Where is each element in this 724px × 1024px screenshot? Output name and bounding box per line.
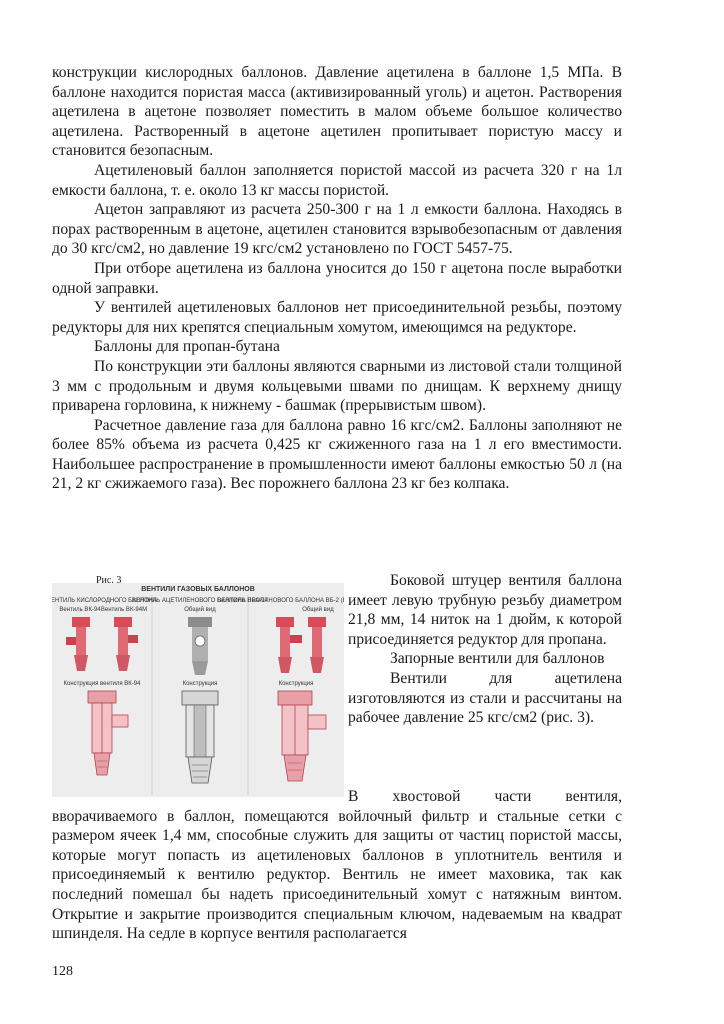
section-heading: Баллоны для пропан-бутана: [94, 338, 280, 356]
panel-3-heading: ВЕНТИЛЬ ПРОПАНОВОГО БАЛЛОНА ВБ-2 (: [217, 598, 343, 604]
panel-2-label: Общий вид: [184, 607, 216, 613]
paragraph-4: При отборе ацетилена из баллона уносится до 150 г ацетона после выработки одной заправки.: [52, 259, 622, 297]
bottom-paragraph: В хвостовой части вентиля, вворачиваемого в баллон, помещаются войлочный фильтр и стальные сетки с размером ячеек 1,4 мм, способные служить для защиты от частиц пористой массы, которые могут попасть из ацетиленовых баллонов в уплотнитель вентиля и присоединяемый к вентилю редуктор. Вентиль не имеет маховика, так как последний помешал бы надеть присоединительный хомут с натяжным винтом. Открытие и закрытие производится специальным ключом, надеваемым на квадрат шпинделя. На седле в корпусе вентиля располагается: [52, 788, 622, 943]
paragraph-1: конструкции кислородных баллонов. Давление ацетилена в баллоне 1,5 МПа. В баллоне находится пористая масса (активизированный уголь) и ацетон. Растворения ацетилена в ацетоне позволяет поместить в малом объеме большое количество ацетилена. Растворенный в ацетоне ацетилен пропитывает пористую массу и становится безопасным.: [52, 64, 622, 160]
paragraph-7: Расчетное давление газа для баллона равно 16 кгс/см2. Баллоны заполняют не более 85% объема из расчета 0,425 кг сжиженного газа на 1 л его вместимости. Наибольшее распространение в промышленности имеют баллоны емкостью 50 л (на 21, 2 кг сжижаемого газа). Вес порожнего баллона 23 кг без колпака.: [52, 416, 622, 493]
panel-3-sub: Конструкция: [278, 681, 314, 687]
panel-3-label: Общий вид: [302, 607, 334, 613]
figure-valves: [52, 575, 344, 797]
panel-1-label-a: Вентиль ВК-94: [59, 607, 101, 613]
paragraph-2: Ацетиленовый баллон заполняется пористой массой из расчета 320 г на 1л емкости баллона, т. е. около 13 кг массы пористой.: [52, 161, 622, 199]
main-text: [52, 63, 622, 494]
figure-caption: Рис. 3: [96, 575, 122, 586]
panel-1-heading: ВЕНТИЛЬ КИСЛОРОДНОГО БАЛЛОНА: [52, 598, 157, 604]
panel-1-sub: Конструкция вентиля ВК-94: [63, 681, 141, 687]
bottom-text: [52, 787, 622, 944]
figure-title: ВЕНТИЛИ ГАЗОВЫХ БАЛЛОНОВ: [141, 586, 255, 593]
panel-1-label-b: Вентиль ВК-94М: [100, 607, 148, 613]
paragraph-3: Ацетон заправляют из расчета 250-300 г на 1 л емкости баллона. Находясь в порах растворенным в ацетоне, ацетилен становится взрывобезопасным от давления до 30 кгс/см2, но давление 19 кгс/см2 установлено по ГОСТ 5457-75.: [52, 201, 622, 258]
paragraph-5: У вентилей ацетиленовых баллонов нет присоединительной резьбы, поэтому редукторы для них крепятся специальным хомутом, имеющимся на редукторе.: [52, 299, 622, 336]
float-text: [348, 571, 622, 728]
panel-2-heading: ВЕНТИЛЬ АЦЕТИЛЕНОВОГО БАЛЛОНА ВБА-97: [132, 598, 268, 604]
figure-illustration: [52, 575, 344, 797]
paragraph-6: По конструкции эти баллоны являются сварными из листовой стали толщиной 3 мм с продольным и двумя кольцевыми швами по днищам. К верхнему днищу приварена горловина, к нижнему - башмак (прерывистым швом).: [52, 357, 622, 415]
float-paragraph-2: Запорные вентили для баллонов: [390, 650, 605, 668]
float-paragraph-1: Боковой штуцер вентиля баллона имеет левую трубную резьбу диаметром 21,8 мм, 14 ниток на 1 дюйм, к которой присоединяется редуктор для пропана.: [348, 572, 622, 648]
panel-2-sub: Конструкция: [182, 681, 218, 687]
page-number: 128: [52, 964, 73, 979]
float-paragraph-3: Вентили для ацетилена изготовляются из стали и рассчитаны на рабочее давление 25 кгс/см2 (рис. 3).: [348, 669, 622, 727]
